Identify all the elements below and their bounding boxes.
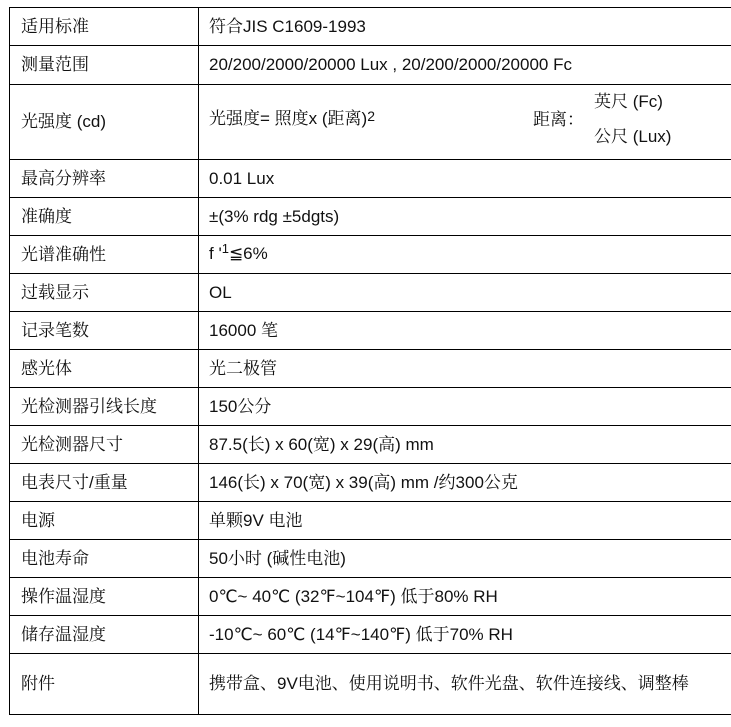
row-value-intensity xyxy=(199,85,731,160)
row-label: 感光体 xyxy=(10,350,199,388)
row-label: 电表尺寸/重量 xyxy=(10,464,199,502)
row-value: 携带盒、9V电池、使用说明书、软件光盘、软件连接线、调整棒 xyxy=(199,654,731,715)
row-label: 操作温湿度 xyxy=(10,578,199,616)
table-row xyxy=(10,540,731,578)
distance-label: 距离： xyxy=(533,110,584,129)
row-value: 20/200/2000/20000 Lux , 20/200/2000/20000 Fc xyxy=(199,46,731,85)
row-value: 符合JIS C1609-1993 xyxy=(199,8,731,46)
table-row xyxy=(10,274,731,312)
table-row xyxy=(10,578,731,616)
value-superscript: 1 xyxy=(221,241,229,256)
row-label: 记录笔数 xyxy=(10,312,199,350)
formula-text: 光强度= 照度x (距离) xyxy=(209,109,368,128)
row-value: -10℃~ 60℃ (14℉~140℉) 低于70% RH xyxy=(199,616,731,654)
spec-table xyxy=(9,7,731,715)
table-row xyxy=(10,388,731,426)
row-label: 过载显示 xyxy=(10,274,199,312)
table-row xyxy=(10,502,731,540)
row-label: 准确度 xyxy=(10,198,199,236)
row-label: 附件 xyxy=(10,654,199,715)
row-value: 0.01 Lux xyxy=(199,160,731,198)
value-suffix: ≦6% xyxy=(228,244,268,263)
row-label: 光强度 (cd) xyxy=(10,85,199,160)
row-value: ±(3% rdg ±5dgts) xyxy=(199,198,731,236)
row-value: 单颗9V 电池 xyxy=(199,502,731,540)
intensity-formula xyxy=(209,109,375,129)
intensity-cell xyxy=(209,85,731,159)
table-row xyxy=(10,46,731,85)
row-label: 储存温湿度 xyxy=(10,616,199,654)
table-row xyxy=(10,616,731,654)
row-value: 0℃~ 40℃ (32℉~104℉) 低于80% RH xyxy=(199,578,731,616)
row-value: 50小时 (碱性电池) xyxy=(199,540,731,578)
row-value xyxy=(199,236,731,274)
row-label: 测量范围 xyxy=(10,46,199,85)
row-label: 光检测器尺寸 xyxy=(10,426,199,464)
row-value: 光二极管 xyxy=(199,350,731,388)
row-value: 146(长) x 70(宽) x 39(高) mm /约300公克 xyxy=(199,464,731,502)
row-label: 适用标准 xyxy=(10,8,199,46)
row-value: 87.5(长) x 60(宽) x 29(高) mm xyxy=(199,426,731,464)
row-value: 16000 笔 xyxy=(199,312,731,350)
row-label: 光检测器引线长度 xyxy=(10,388,199,426)
row-value: 150公分 xyxy=(199,388,731,426)
distance-unit-lux: 公尺 (Lux) xyxy=(594,127,672,146)
table-row xyxy=(10,236,731,274)
row-label: 光谱准确性 xyxy=(10,236,199,274)
row-label: 电源 xyxy=(10,502,199,540)
formula-superscript: 2 xyxy=(367,108,375,124)
value-prefix: f ' xyxy=(209,244,222,263)
table-row xyxy=(10,426,731,464)
row-value: OL xyxy=(199,274,731,312)
table-row xyxy=(10,350,731,388)
distance-unit-fc: 英尺 (Fc) xyxy=(594,92,663,111)
row-label: 电池寿命 xyxy=(10,540,199,578)
table-row xyxy=(10,198,731,236)
table-row xyxy=(10,464,731,502)
row-label: 最高分辨率 xyxy=(10,160,199,198)
table-row xyxy=(10,8,731,46)
table-row xyxy=(10,312,731,350)
table-row xyxy=(10,654,731,715)
table-row xyxy=(10,85,731,160)
table-row xyxy=(10,160,731,198)
